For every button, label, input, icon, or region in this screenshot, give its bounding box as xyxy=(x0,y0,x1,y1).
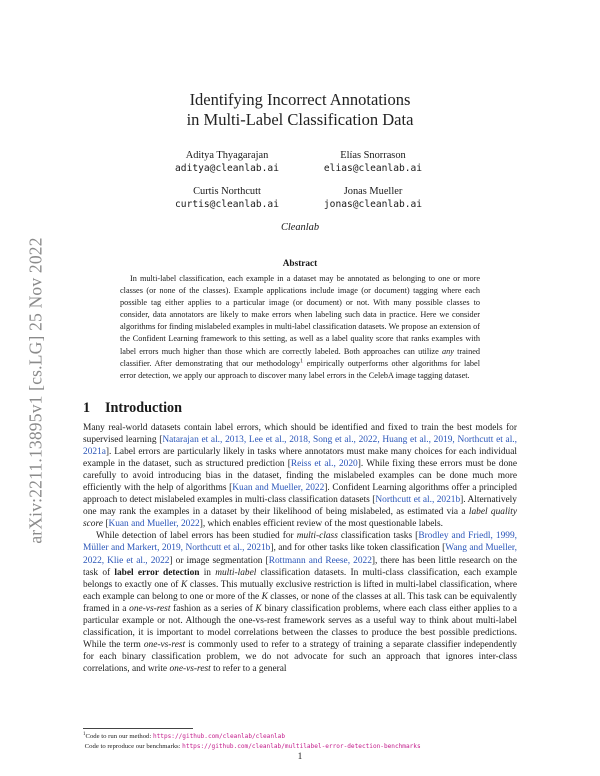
abstract-text: In multi-label classification, each example in a dataset may be annotated as belonging to one or more classes (or none of the classes). Example applications include image (or document) tagging where each possible tag either applies to a particular image (or document) or not. With many possible classes to consider, data annotators are likely to make errors when labeling such data in practice. Here we consider algorithms for finding mislabeled examples in multi-label classification datasets. We propose an extension of the Confident Learning framework to this setting, as well as a label quality score that ranks examples with label errors much higher than those which are correctly labeled. Both approaches can utilize any trained classifier. After demonstrating that our methodology$^1$ empirically outperforms other algorithms for label error detection, we apply our approach to discover many label errors in the CelebA image tagging dataset. xyxy=(120,274,480,380)
citation-link[interactable]: Kuan and Mueller, 2022 xyxy=(108,519,200,530)
citation-link[interactable]: Kuan and Mueller, 2022 xyxy=(232,483,325,494)
footnotes xyxy=(83,730,523,751)
citation-link[interactable]: Wang and Mueller, 2022, Klie et al., 2022 xyxy=(83,543,517,566)
author-email: curtis@cleanlab.ai xyxy=(175,199,279,210)
author-email: elias@cleanlab.ai xyxy=(323,163,423,174)
section-heading xyxy=(83,400,182,417)
paragraph: Many real-world datasets contain label errors, which should be identified and fixed to train the best models for supervised learning [Natarajan et al., 2013, Lee et al., 2018, Song et al., 2022, Huang et al., 2019, Northcutt et al., 2021a]. Label errors are particularly likely in tasks where annotators must make many choices for each individual example in the dataset, such as structured prediction [Reiss et al., 2020]. While fixing these errors must be done carefully to avoid introducing bias in the dataset, finding the mislabeled examples can be done much more efficiently with the help of algorithms [Kuan and Mueller, 2022]. Confident Learning algorithms offer a principled approach to detect mislabeled examples in multi-class classification datasets [Northcutt et al., 2021b]. Alternatively one may rank the examples in a dataset by their likelihood of being mislabeled, as estimated via a label quality score [Kuan and Mueller, 2022], which enables efficient review of the most questionable labels. xyxy=(83,423,518,530)
footnote-marker: 1 xyxy=(300,357,304,364)
section-number: 1 xyxy=(83,400,91,416)
author-block xyxy=(278,149,468,175)
author-email: aditya@cleanlab.ai xyxy=(175,163,279,174)
affiliation: Cleanlab xyxy=(280,222,320,233)
title-line-2: in Multi-Label Classification Data xyxy=(186,110,414,129)
abstract-heading: Abstract xyxy=(282,259,318,269)
footnote-1: $^1$Code to run our method: https://github.com/cleanlab/cleanlab xyxy=(83,732,286,741)
author-name: Aditya Thyagarajan xyxy=(185,150,269,161)
citation-link[interactable]: Reiss et al., 2020 xyxy=(290,459,358,470)
citation-link[interactable]: Brodley and Friedl, 1999, Müller and Markert, 2019, Northcutt et al., 2021b xyxy=(83,531,517,554)
author-name: Jonas Mueller xyxy=(343,186,403,197)
citation-link[interactable]: Natarajan et al., 2013, Lee et al., 2018, Song et al., 2022, Huang et al., 2019, Northcutt et al., 2021a xyxy=(83,435,517,458)
introduction-body xyxy=(83,422,517,675)
paper-title xyxy=(100,90,500,130)
arxiv-identifier: arXiv:2211.13895v1 [cs.LG] 25 Nov 2022 xyxy=(25,236,46,544)
section-title: Introduction xyxy=(105,400,182,416)
footnote-2: Code to reproduce our benchmarks: https://github.com/cleanlab/multilabel-error-detection-benchmarks xyxy=(84,742,421,750)
page-number: 1 xyxy=(297,752,303,762)
footnote-link[interactable]: https://github.com/cleanlab/cleanlab xyxy=(152,733,286,741)
footnote-rule xyxy=(83,728,193,729)
paragraph: While detection of label errors has been studied for multi-class classification tasks [Brodley and Friedl, 1999, Müller and Markert, 2019, Northcutt et al., 2021b], and for other tasks like token classification [Wang and Mueller, 2022, Klie et al., 2022] or image segmentation [Rottmann and Reese, 2022], there has been little research on the task of label error detection in multi-label classification datasets. In multi-class classification, each example belongs to exactly one of K classes. This mutually exclusive restriction is lifted in multi-label classification, where each example can belong to one or more of the K classes, or none of the classes at all. This task can be equivalently framed in a one-vs-rest fashion as a series of K binary classification problems, where each class either applies to a particular example or not. Although the one-vs-rest framework serves as a useful way to think about multi-label classification, it is important to model correlations between the classes to produce the best possible predictions. While the term one-vs-rest is commonly used to refer to a strategy of training a separate classifier independently for each binary classification problem, we do not advocate for such an approach that ignores inter-class correlations, and write one-vs-rest to refer to a general xyxy=(83,531,517,674)
author-block xyxy=(278,185,468,211)
author-name: Curtis Northcutt xyxy=(193,186,261,197)
footnote-link[interactable]: https://github.com/cleanlab/multilabel-error-detection-benchmarks xyxy=(182,742,421,750)
author-name: Elías Snorrason xyxy=(340,150,406,161)
author-email: jonas@cleanlab.ai xyxy=(323,199,423,210)
title-line-1: Identifying Incorrect Annotations xyxy=(189,90,411,109)
citation-link[interactable]: Rottmann and Reese, 2022 xyxy=(268,555,372,566)
citation-link[interactable]: Northcutt et al., 2021b xyxy=(375,495,461,506)
